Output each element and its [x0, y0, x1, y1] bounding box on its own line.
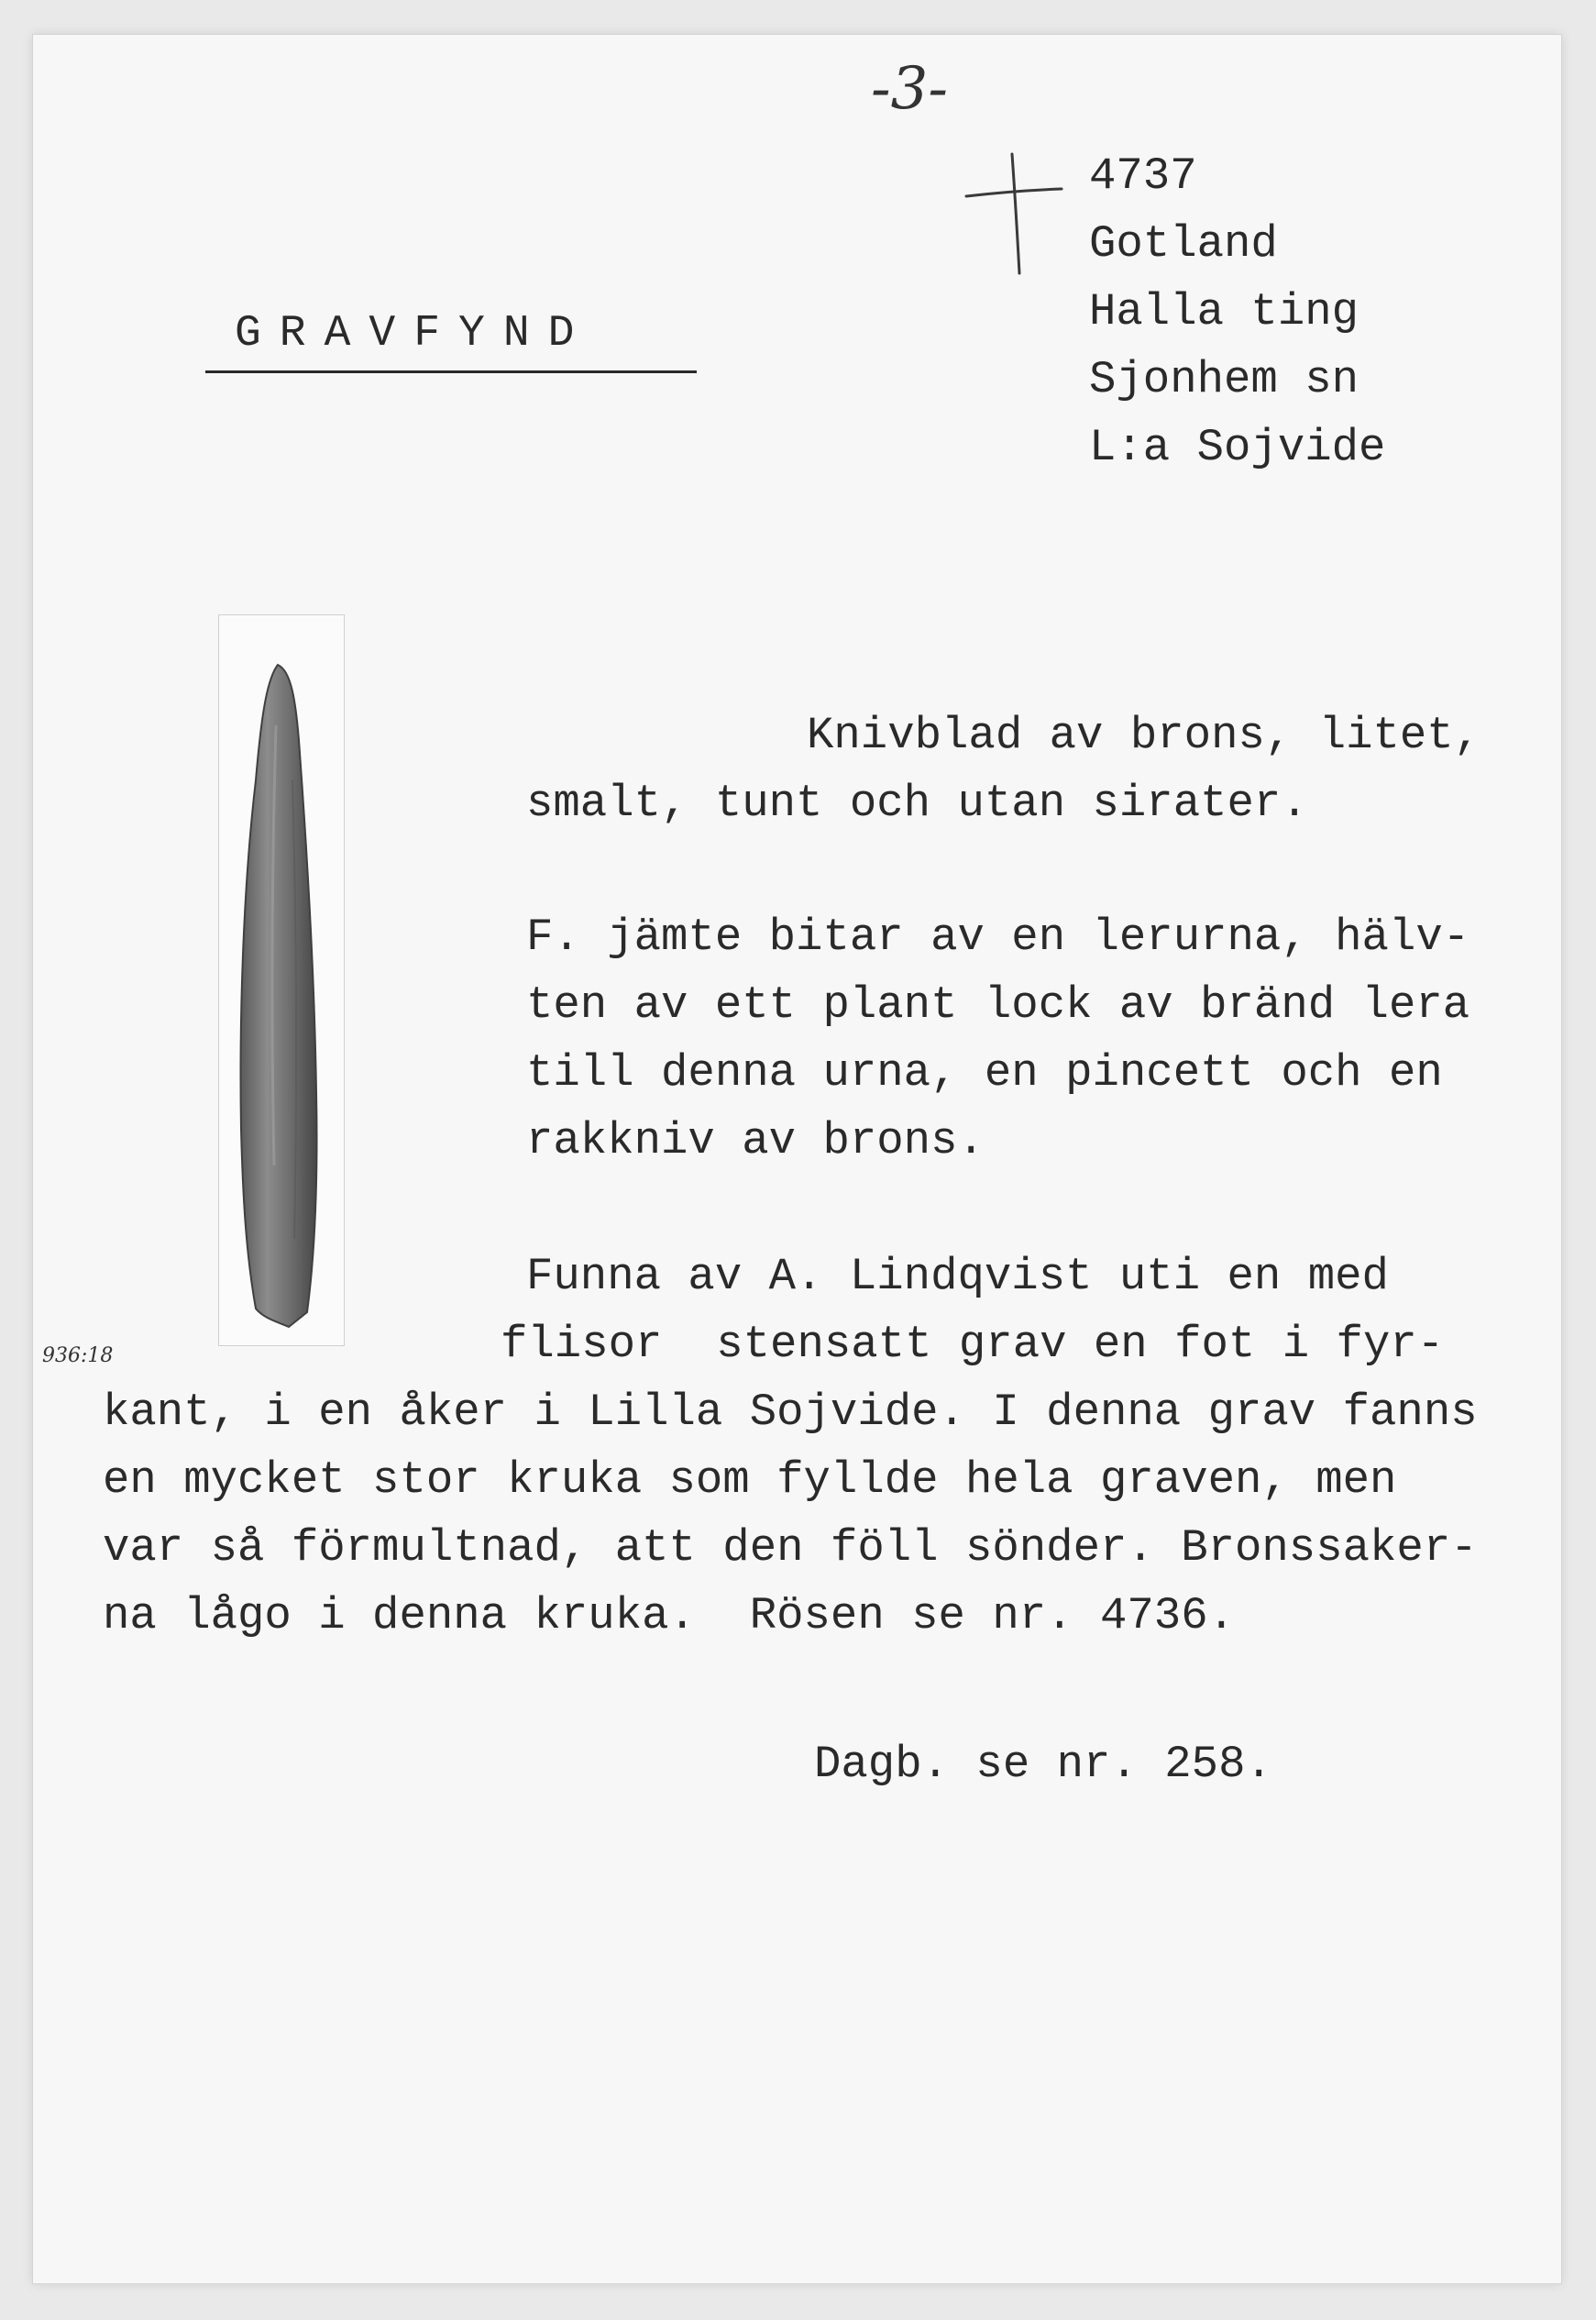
text-line: F. jämte bitar av en lerurna, hälv- [526, 911, 1470, 963]
catalog-mark: 936:18 [42, 1344, 114, 1367]
text-line: rakkniv av brons. [526, 1115, 985, 1166]
text-line: na lågo i denna kruka. Rösen se nr. 4736. [103, 1590, 1236, 1641]
diary-reference: Dagb. se nr. 258. [814, 1739, 1272, 1790]
text-line: smalt, tunt och utan sirater. [526, 778, 1308, 829]
text-line: kant, i en åker i Lilla Sojvide. I denna grav fanns [103, 1386, 1478, 1438]
text-line: ten av ett plant lock av bränd lera [526, 979, 1470, 1031]
knife-blade-image [219, 615, 344, 1345]
text-line: var så förmultnad, att den föll sönder. Bronssaker- [103, 1522, 1478, 1574]
text-line: Funna av A. Lindqvist uti en med [526, 1251, 1389, 1302]
text-line: Knivblad av brons, litet, [807, 710, 1481, 761]
title-underline [205, 370, 697, 373]
region: Gotland [1089, 218, 1278, 270]
text-line: till denna urna, en pincett och en [526, 1047, 1443, 1099]
text-line: flisor stensatt grav en fot i fyr- [501, 1319, 1445, 1370]
parish: Sjonhem sn [1089, 354, 1359, 405]
find-number: 4737 [1089, 150, 1197, 202]
artifact-photo [219, 615, 344, 1345]
place: L:a Sojvide [1089, 422, 1386, 473]
text-line: en mycket stor kruka som fyllde hela graven, men [103, 1454, 1397, 1506]
district: Halla ting [1089, 286, 1359, 337]
document-title: GRAVFYND [235, 309, 593, 359]
cross-mark-icon [959, 150, 1069, 279]
document-sheet [33, 35, 1561, 2283]
page-number: -3- [871, 55, 948, 123]
